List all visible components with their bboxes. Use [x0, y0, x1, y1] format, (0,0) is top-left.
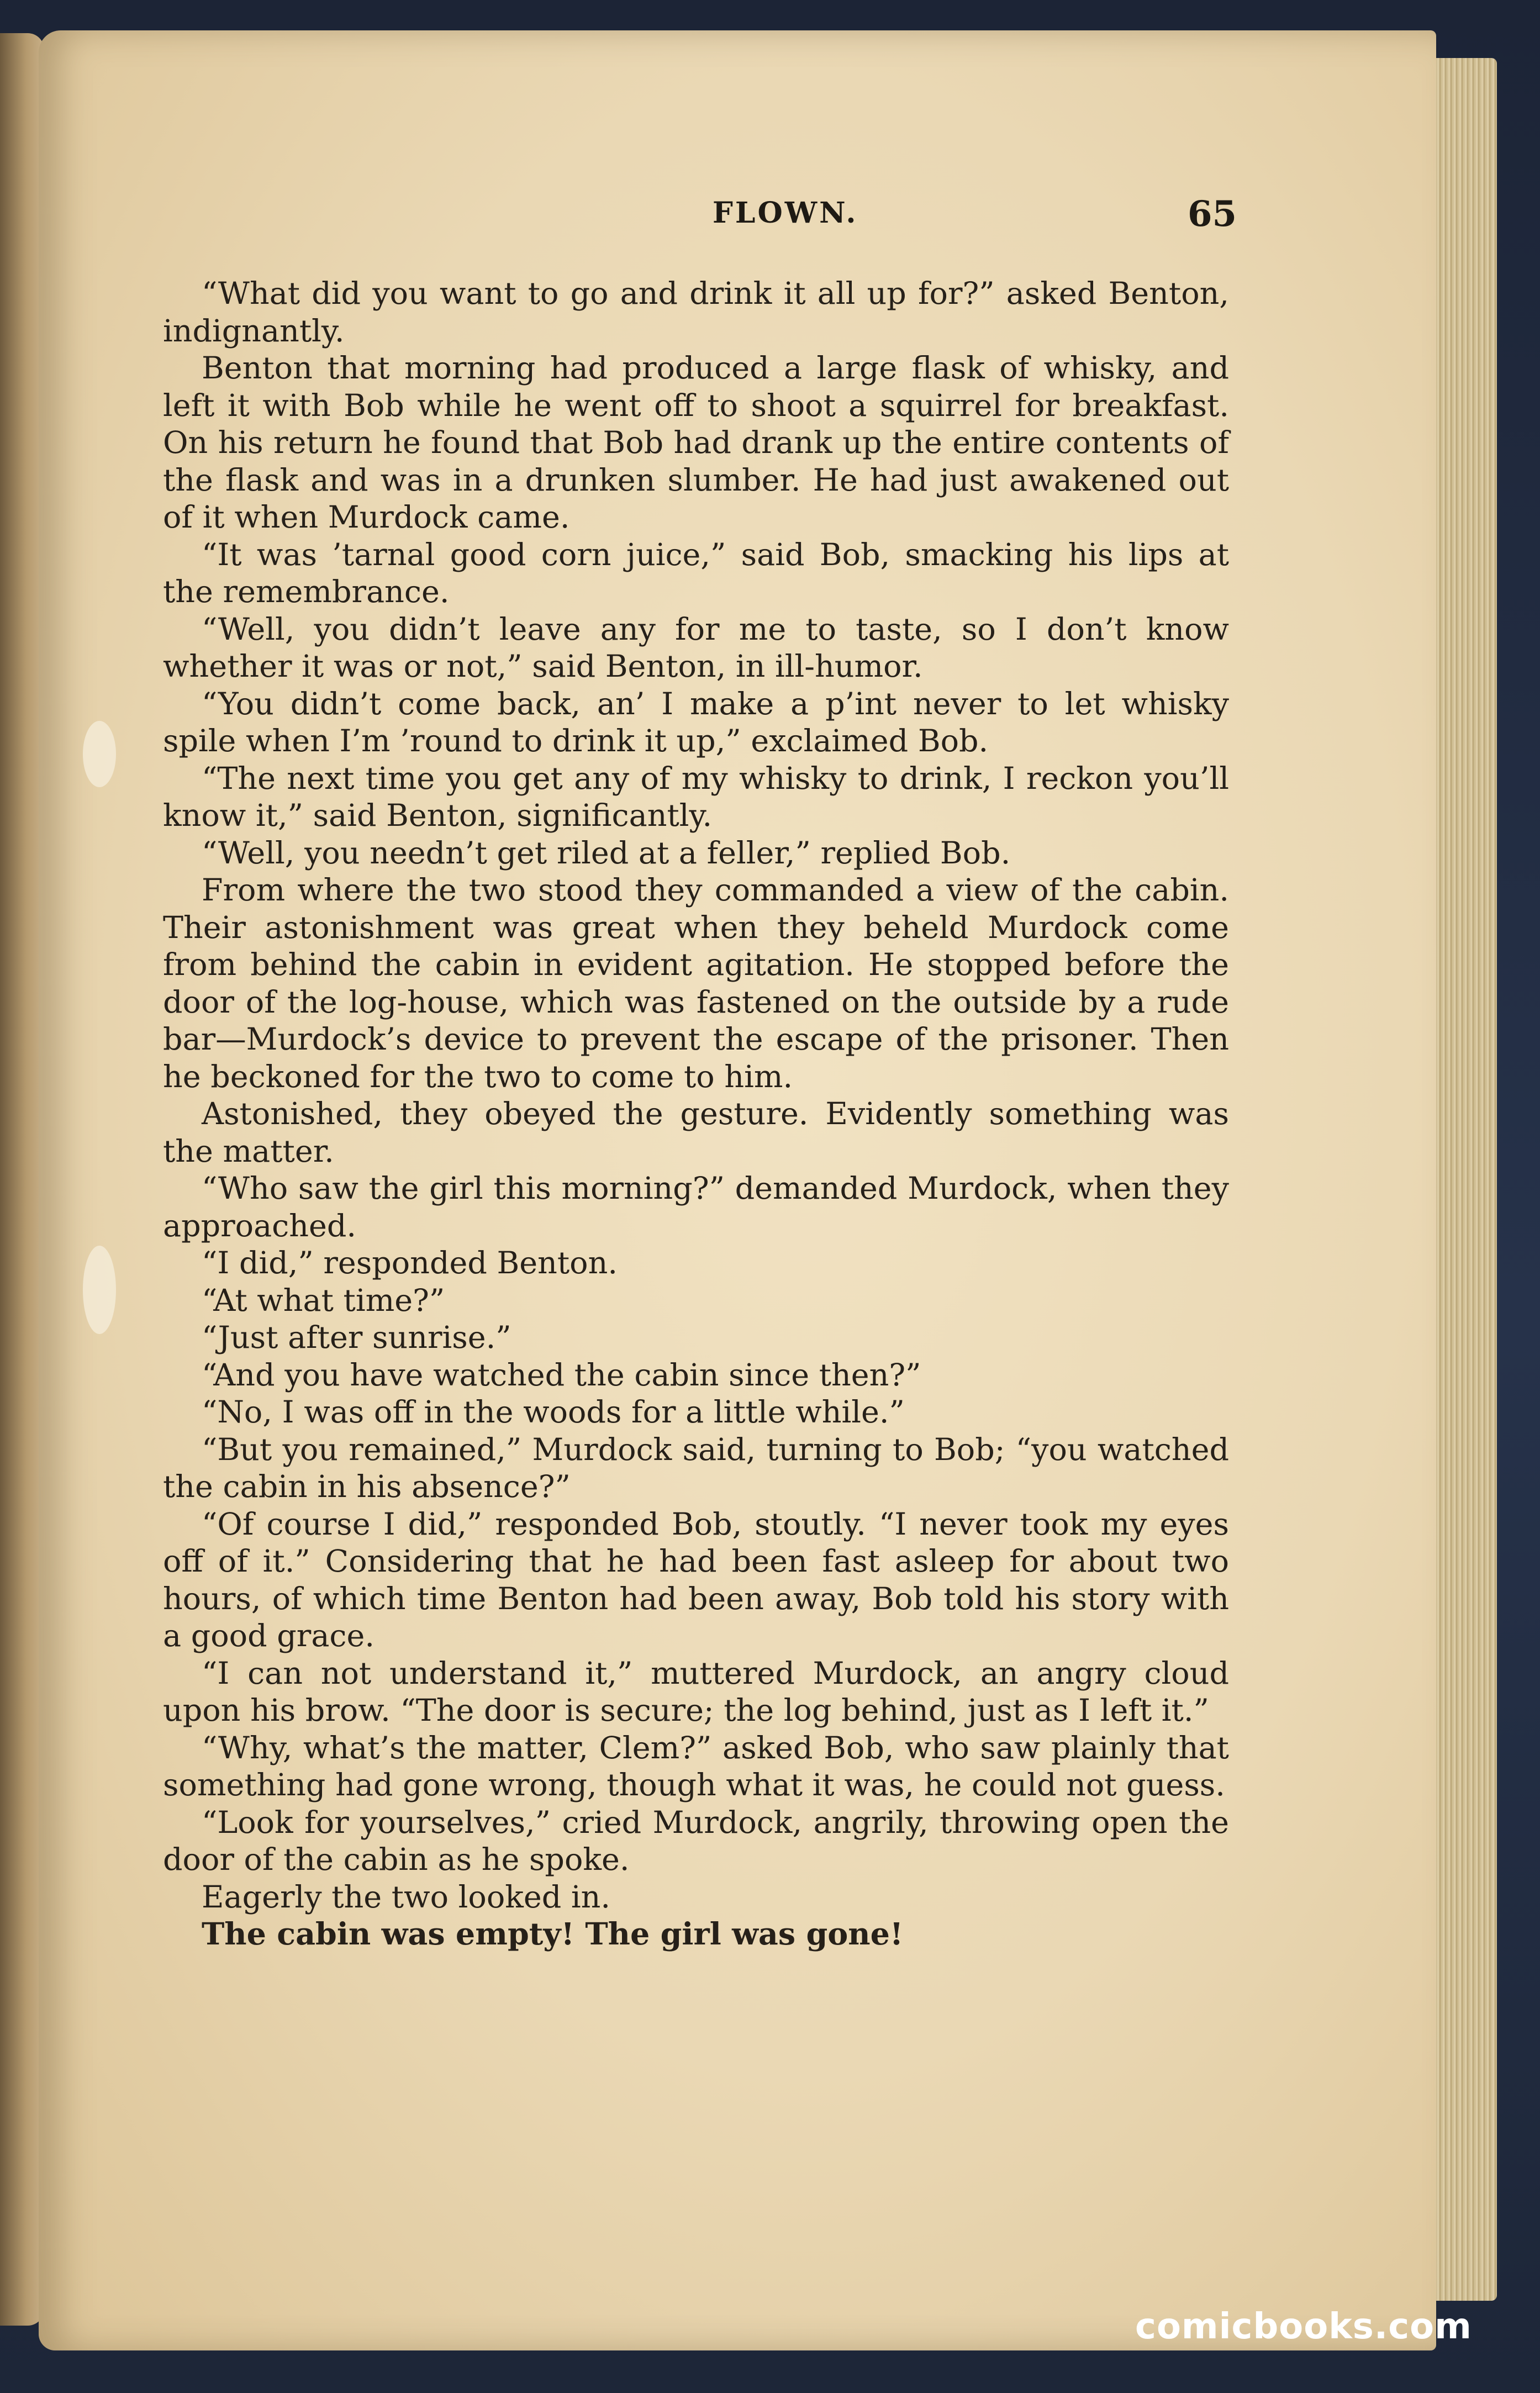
page-header	[127, 193, 1237, 238]
paragraph: “You didn’t come back, an’ I make a p’int never to let whisky spile when I’m ’round to drink it up,” exclaimed Bob.	[163, 686, 1229, 759]
running-title: FLOWN.	[713, 196, 858, 230]
paragraph: “I can not understand it,” muttered Murdock, an angry cloud upon his brow. “The door is secure; the log behind, just as I left it.”	[163, 1655, 1229, 1728]
paragraph: “I did,” responded Benton.	[202, 1245, 618, 1281]
paragraph: “But you remained,” Murdock said, turning to Bob; “you watched the cabin in his absence?”	[163, 1431, 1229, 1505]
paragraph: “Just after sunrise.”	[202, 1320, 511, 1356]
watermark: comicbooks.com	[1135, 2306, 1472, 2347]
paragraph: From where the two stood they commanded a view of the cabin. Their astonishment was great when they beheld Murdock come from behind the cabin in evident agitation. He stopped before the door of the log-house, which was fastened on the outside by a rude bar—Murdock’s device to prevent the escape of the prisoner. Then he beckoned for the two to come to him.	[163, 872, 1229, 1095]
paragraph: “Who saw the girl this morning?” demanded Murdock, when they approached.	[163, 1171, 1229, 1244]
paragraph: Eagerly the two looked in.	[202, 1879, 611, 1915]
page-number: 65	[1188, 193, 1237, 235]
paragraph: “At what time?”	[202, 1282, 445, 1319]
paragraph: “Well, you didn’t leave any for me to taste, so I don’t know whether it was or not,” said Benton, in ill-humor.	[163, 611, 1229, 684]
paragraph: “Of course I did,” responded Bob, stoutly. “I never took my eyes off of it.” Considering that he had been fast asleep for about two hours, of which time Benton had been away, Bob told his story with a good grace.	[163, 1506, 1229, 1654]
paragraph: “Look for yourselves,” cried Murdock, angrily, throwing open the door of the cabin as he spoke.	[163, 1804, 1229, 1878]
previous-page-edge	[0, 33, 44, 2326]
paragraph: “And you have watched the cabin since then?”	[202, 1357, 921, 1393]
paragraph: Benton that morning had produced a large flask of whisky, and left it with Bob while he went off to shoot a squirrel for breakfast. On his return he found that Bob had drank up the entire contents of the flask and was in a drunken slumber. He had just awakened out of it when Murdock came.	[163, 350, 1229, 535]
paragraph: “Why, what’s the matter, Clem?” asked Bob, who saw plainly that something had gone wrong, though what it was, he could not guess.	[163, 1730, 1229, 1803]
paragraph: “The next time you get any of my whisky to drink, I reckon you’ll know it,” said Benton, significantly.	[163, 760, 1229, 834]
paragraph: “What did you want to go and drink it all up for?” asked Benton, indignantly.	[163, 276, 1229, 349]
body-text	[163, 275, 1229, 1953]
paragraph: “No, I was off in the woods for a little while.”	[202, 1394, 905, 1430]
paragraph: Astonished, they obeyed the gesture. Evidently something was the matter.	[163, 1096, 1229, 1169]
paragraph: “It was ’tarnal good corn juice,” said Bob, smacking his lips at the remembrance.	[163, 536, 1229, 610]
page-stain	[83, 721, 116, 787]
page-stain	[83, 1246, 116, 1334]
paragraph: “Well, you needn’t get riled at a feller,” replied Bob.	[202, 835, 1011, 871]
final-line: The cabin was empty! The girl was gone!	[202, 1916, 904, 1952]
